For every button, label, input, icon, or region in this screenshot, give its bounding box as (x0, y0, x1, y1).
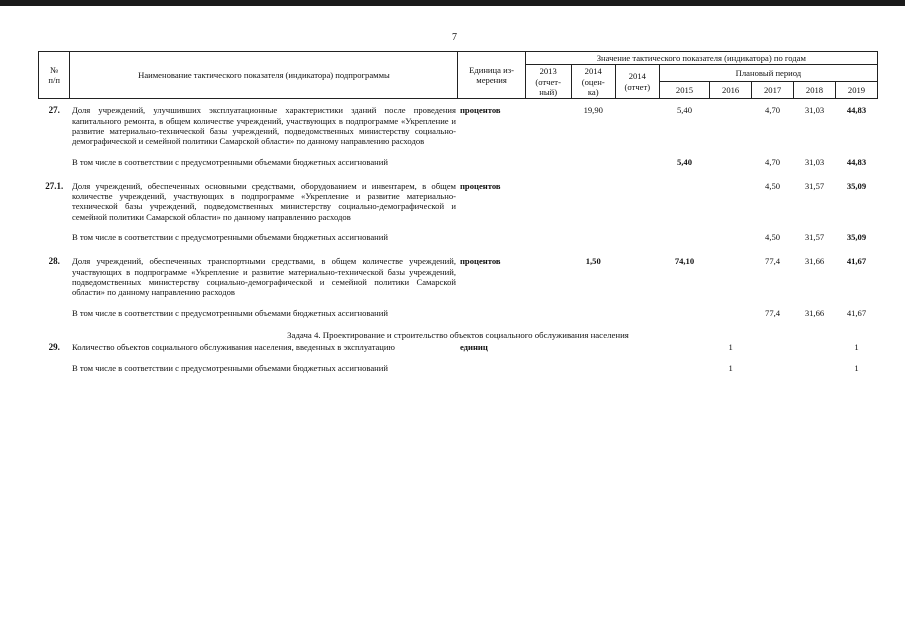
cell-2019: 41,67 (846, 256, 867, 267)
header-plan: Плановый период (659, 65, 877, 82)
cell-2013 (525, 103, 571, 156)
table-row (39, 232, 878, 254)
cell-2019: 1 (854, 342, 859, 353)
header-unit: Единица из- мерения (458, 52, 525, 99)
cell-2017: 4,70 (765, 156, 781, 167)
header-name: Наименование тактического показателя (индикатора) подпрограммы (70, 52, 458, 99)
row-unit: процентов (459, 105, 501, 116)
header-group: Значение тактического показателя (индикатора) по годам (525, 52, 877, 65)
header-2016: 2016 (710, 82, 752, 99)
row-num: 27. (48, 105, 60, 116)
cell-2014-est: 1,50 (585, 256, 601, 267)
table-row (39, 340, 878, 363)
cell-2019: 44,83 (846, 156, 867, 167)
cell-2017: 4,70 (765, 105, 781, 116)
indicators-table (38, 51, 878, 386)
row-name: Доля учреждений, обеспеченных транспортными средствами, в общем количестве учреждений, участвующих в подпрограмме «Укрепление и развитие материально-технической базы учреждений, подведомственных министерству социально-демографической и семейной политики Самарской области» по данному направлению расходов (71, 256, 456, 298)
row-name: Количество объектов социального обслуживания населения, введенных в эксплуатацию (71, 342, 395, 353)
cell-2014-est: 19,90 (583, 105, 603, 116)
cell-2019: 1 (854, 363, 859, 374)
cell-2019: 35,09 (846, 232, 867, 243)
row-unit: процентов (459, 180, 501, 191)
cell-2015: 5,40 (676, 156, 693, 167)
scan-edge (0, 0, 905, 6)
cell-2018: 31,66 (804, 307, 825, 318)
cell-2017: 4,50 (765, 232, 781, 243)
cell-2016: 1 (728, 342, 733, 353)
row-name: В том числе в соответствии с предусмотренными объемами бюджетных ассигнований (71, 307, 388, 318)
cell-2018: 31,57 (804, 180, 825, 191)
cell-2017: 77,4 (765, 307, 781, 318)
page-number: 7 (452, 32, 457, 43)
cell-2019: 35,09 (846, 180, 867, 191)
header-2018: 2018 (794, 82, 836, 99)
row-name: Доля учреждений, обеспеченных основными средствами, оборудованием и инвентарем, в общем количестве учреждений, участвующих в подпрограмме «Укрепление и развитие материально-технической базы учреждений, подведомственных министерству социально-демографической и семейной политики Самарской области» по данному направлению расходов (71, 180, 456, 222)
row-num: 29. (48, 342, 60, 353)
header-2017: 2017 (752, 82, 794, 99)
table-row (39, 179, 878, 232)
header-2014-est: 2014 (оцен- ка) (571, 65, 615, 99)
table-row (39, 157, 878, 179)
task-heading: Задача 4. Проектирование и строительство объектов социального обслуживания населения (287, 329, 629, 340)
table-row (39, 103, 878, 156)
header-2014-rep: 2014 (отчет) (615, 65, 659, 99)
cell-2016 (710, 103, 752, 156)
header-2013: 2013 (отчет- ный) (525, 65, 571, 99)
cell-2018: 31,03 (804, 105, 825, 116)
row-name: В том числе в соответствии с предусмотренными объемами бюджетных ассигнований (71, 156, 388, 167)
cell-2015: 74,10 (674, 256, 695, 267)
table-row (39, 254, 878, 307)
row-num: 27.1. (45, 180, 64, 191)
row-num: 28. (48, 256, 60, 267)
cell-2015: 5,40 (676, 105, 693, 116)
cell-2019: 44,83 (846, 105, 867, 116)
cell-2017: 4,50 (765, 180, 781, 191)
row-name: В том числе в соответствии с предусмотренными объемами бюджетных ассигнований (71, 363, 388, 374)
task-heading-row (39, 330, 878, 341)
header-2015: 2015 (659, 82, 709, 99)
table-row (39, 363, 878, 385)
row-unit: единиц (459, 342, 488, 353)
header-num: № п/п (39, 52, 70, 99)
cell-2018: 31,57 (804, 232, 825, 243)
table-row (39, 308, 878, 330)
cell-2019: 41,67 (846, 307, 867, 318)
row-unit: процентов (459, 256, 501, 267)
header-2019: 2019 (835, 82, 877, 99)
row-name: В том числе в соответствии с предусмотренными объемами бюджетных ассигнований (71, 232, 388, 243)
row-name: Доля учреждений, улучшивших эксплуатационные характеристики зданий после проведения капитального ремонта, в общем количестве учреждений, участвующих в подпрограмме «Укрепление и развитие материально-технической базы учреждений, подведомственных министерству социально-демографической и семейной политики Самарской области» по данному направлению расходов (71, 105, 456, 147)
cell-2018: 31,66 (804, 256, 825, 267)
cell-2016: 1 (728, 363, 733, 374)
cell-2017: 77,4 (765, 256, 781, 267)
cell-2014-rep (615, 103, 659, 156)
cell-2018: 31,03 (804, 156, 825, 167)
